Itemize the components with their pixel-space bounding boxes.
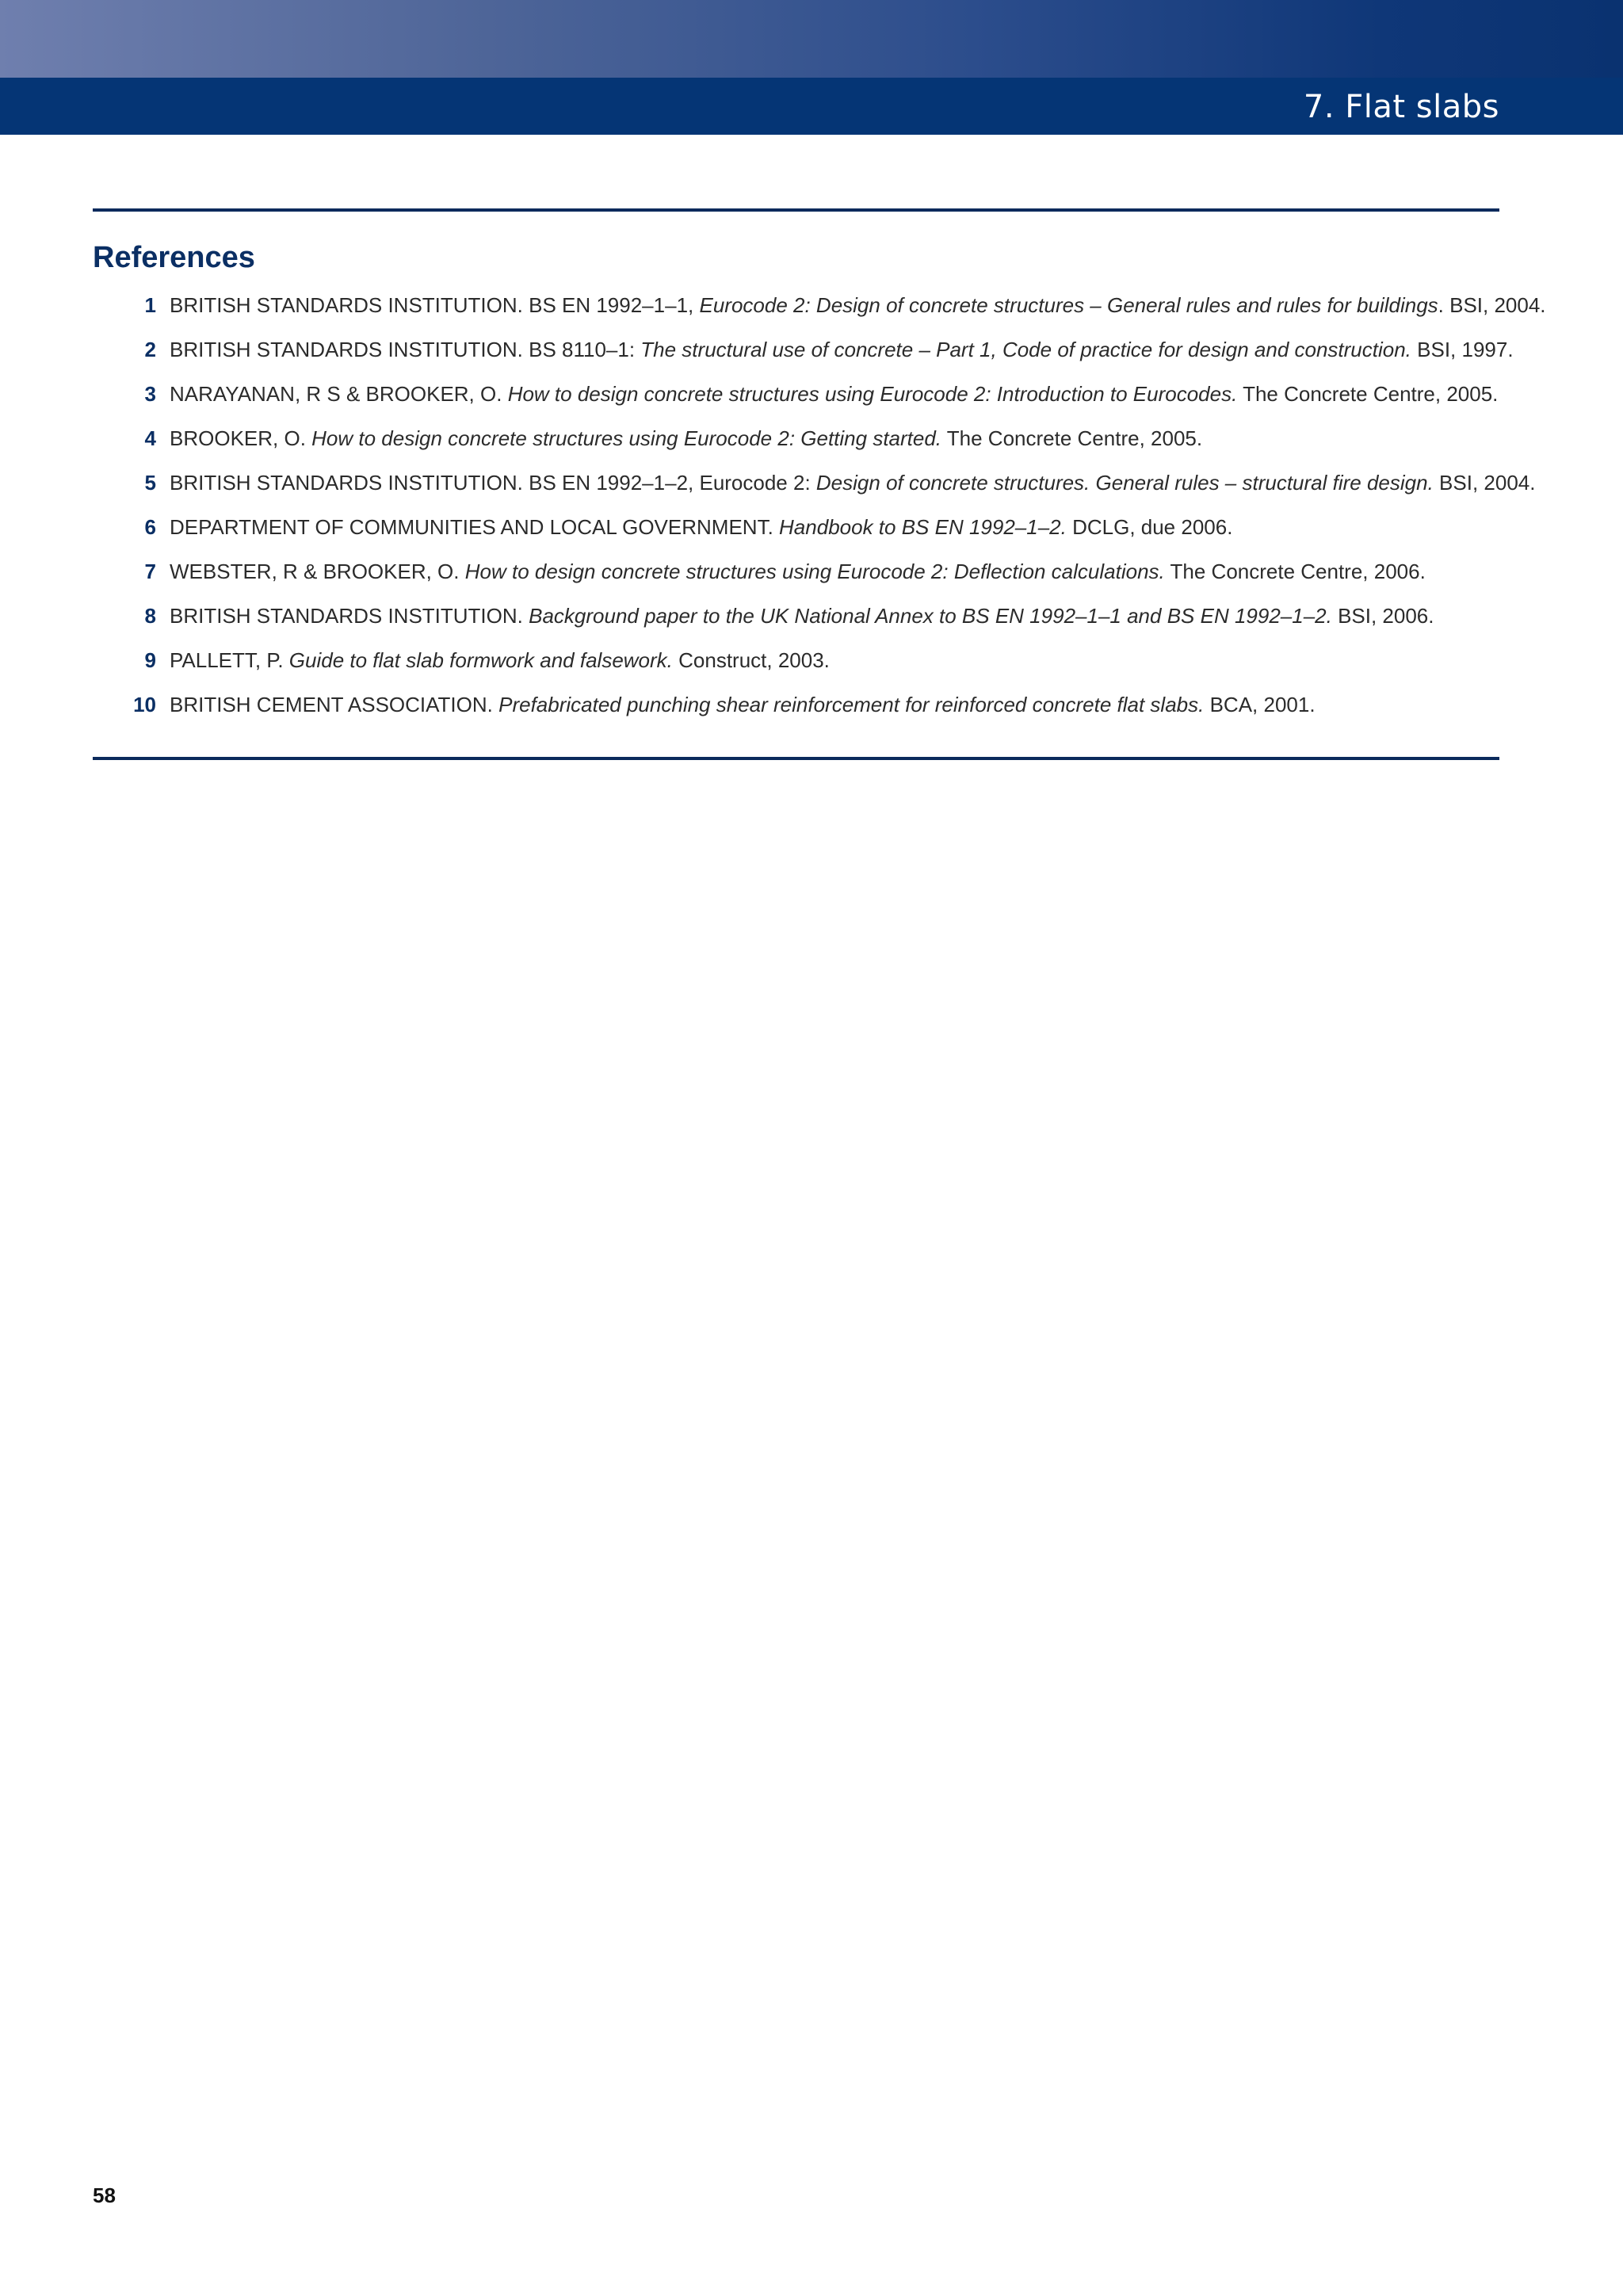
- page-number: 58: [93, 2183, 116, 2207]
- reference-number: 6: [144, 515, 156, 539]
- reference-text: BRITISH STANDARDS INSTITUTION. Background paper to the UK National Annex to BS EN 1992–1–1 and BS EN 1992–1–2. BSI, 2006.: [170, 604, 1434, 628]
- reference-text: PALLETT, P. Guide to flat slab formwork and falsework. Construct, 2003.: [170, 648, 830, 672]
- reference-text: BRITISH CEMENT ASSOCIATION. Prefabricated punching shear reinforcement for reinforced concrete flat slabs. BCA, 2001.: [170, 693, 1316, 716]
- reference-item-5: [93, 467, 1536, 511]
- reference-item-3: [93, 378, 1519, 422]
- reference-text: NARAYANAN, R S & BROOKER, O. How to design concrete structures using Eurocode 2: Introduction to Eurocodes. The Concrete Centre, 2005.: [170, 382, 1499, 406]
- bottom-divider: [93, 757, 1499, 760]
- reference-text: BRITISH STANDARDS INSTITUTION. BS EN 1992–1–2, Eurocode 2: Design of concrete structures. General rules – structural fire design. BSI, 2004.: [170, 471, 1536, 495]
- reference-number: 2: [144, 338, 156, 361]
- reference-item-8: [93, 600, 1519, 644]
- chapter-title: 7. Flat slabs: [1303, 89, 1499, 125]
- reference-item-1: [93, 289, 1546, 334]
- references-heading: References: [93, 241, 255, 274]
- reference-number: 10: [133, 693, 156, 716]
- reference-item-7: [93, 556, 1519, 600]
- reference-number: 5: [144, 471, 156, 495]
- reference-number: 9: [144, 648, 156, 672]
- reference-number: 7: [144, 560, 156, 583]
- reference-number: 3: [144, 382, 156, 406]
- top-divider: [93, 208, 1499, 212]
- header-gradient-band: [0, 0, 1623, 78]
- reference-item-6: [93, 511, 1519, 556]
- reference-number: 4: [144, 426, 156, 450]
- reference-text: BRITISH STANDARDS INSTITUTION. BS EN 1992–1–1, Eurocode 2: Design of concrete structures – General rules and rules for buildings. BSI, 2004.: [170, 293, 1546, 317]
- reference-number: 8: [144, 604, 156, 628]
- reference-item-4: [93, 422, 1519, 467]
- reference-item-9: [93, 644, 1519, 689]
- reference-text: BROOKER, O. How to design concrete structures using Eurocode 2: Getting started. The Concrete Centre, 2005.: [170, 426, 1203, 450]
- reference-text: BRITISH STANDARDS INSTITUTION. BS 8110–1: The structural use of concrete – Part 1, Code of practice for design and construction. BSI, 1997.: [170, 338, 1514, 361]
- reference-item-2: [93, 334, 1519, 378]
- reference-item-10: [93, 689, 1519, 733]
- reference-number: 1: [144, 293, 156, 317]
- reference-text: WEBSTER, R & BROOKER, O. How to design concrete structures using Eurocode 2: Deflection calculations. The Concrete Centre, 2006.: [170, 560, 1426, 583]
- reference-list: [93, 289, 1546, 733]
- reference-text: DEPARTMENT OF COMMUNITIES AND LOCAL GOVERNMENT. Handbook to BS EN 1992–1–2. DCLG, due 2006.: [170, 515, 1233, 539]
